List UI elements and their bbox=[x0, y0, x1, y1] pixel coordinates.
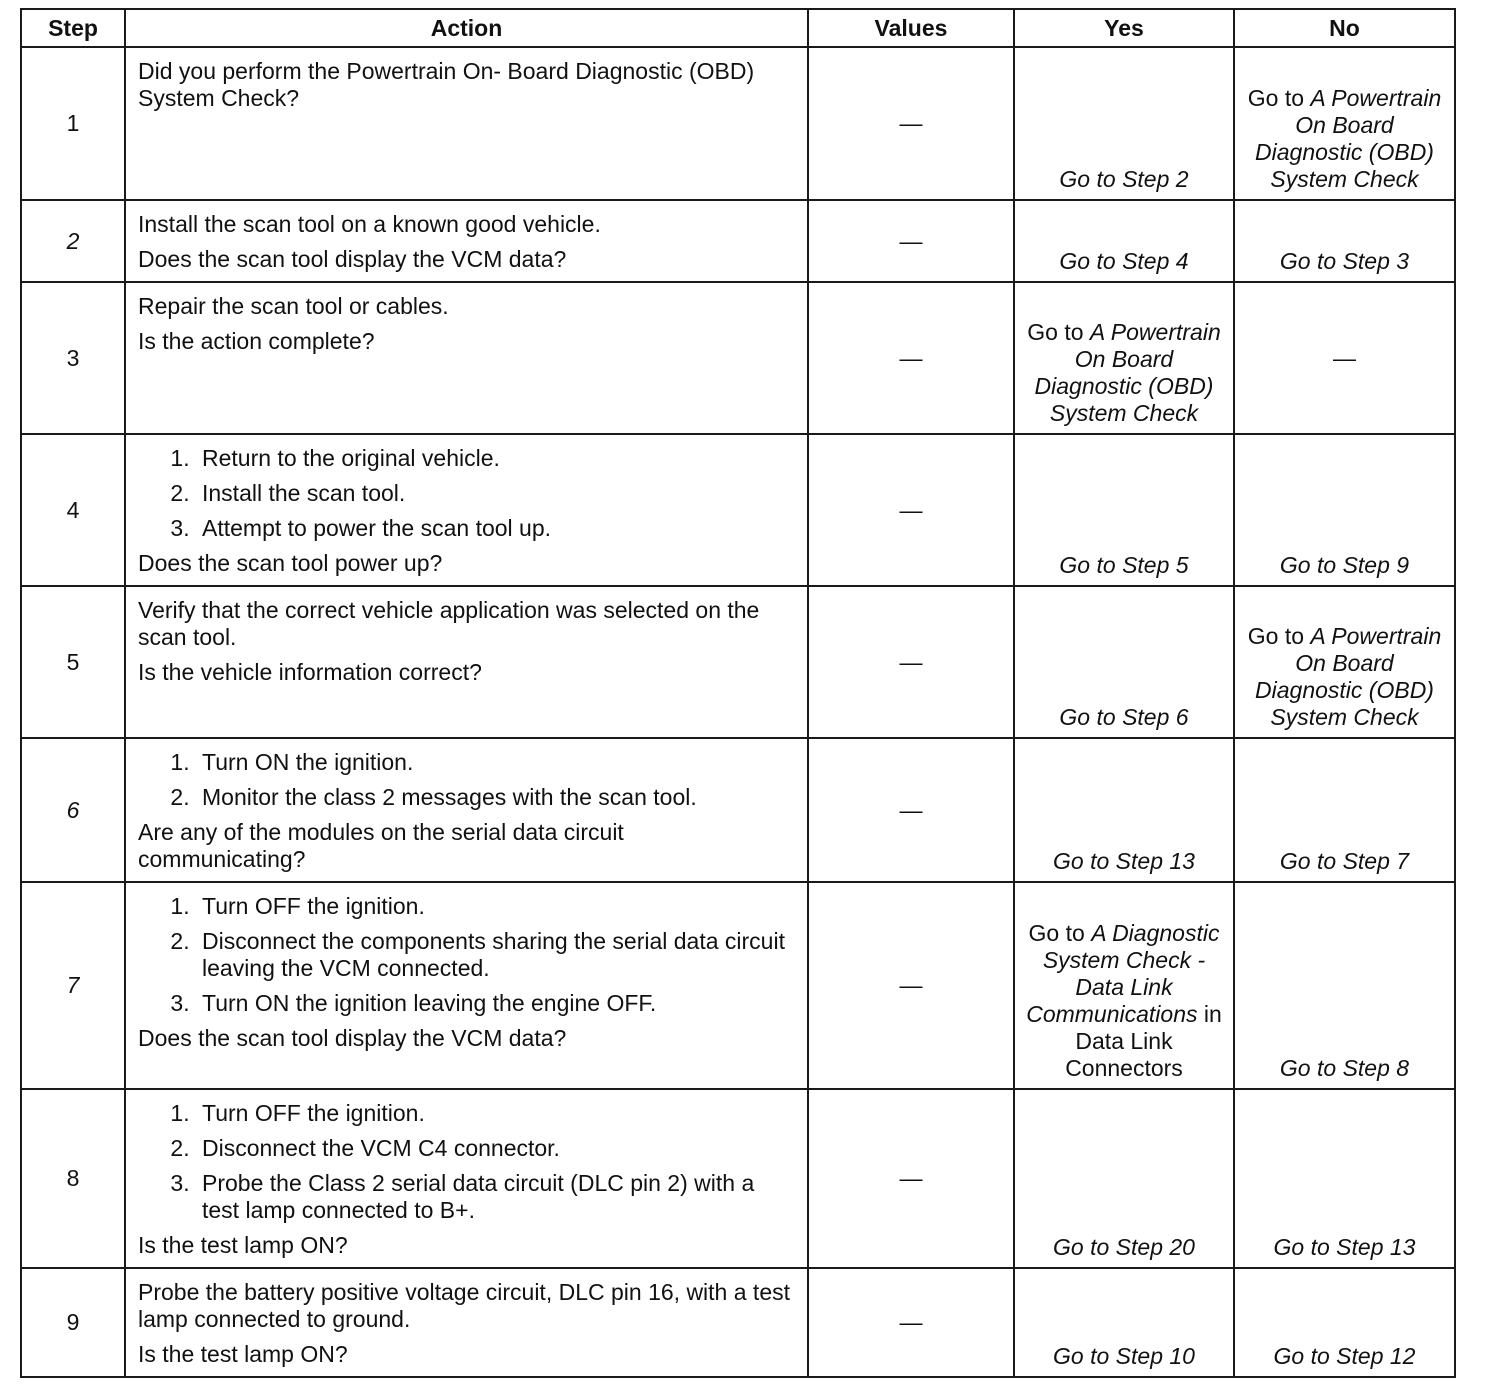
no-link[interactable]: Go to Step 7 bbox=[1279, 848, 1410, 874]
header-no: No bbox=[1234, 9, 1455, 47]
diagnostic-table bbox=[20, 8, 1456, 1378]
table-row bbox=[21, 586, 1455, 738]
values-cell bbox=[808, 738, 1014, 882]
no-cell bbox=[1234, 882, 1455, 1089]
action-step-list bbox=[138, 1100, 793, 1224]
values-cell bbox=[808, 1089, 1014, 1268]
table-row bbox=[21, 200, 1455, 282]
yes-suffix: in Data Link Connectors bbox=[1065, 1001, 1222, 1081]
no-link[interactable]: A Powertrain On Board Diagnostic (OBD) System Check bbox=[1255, 85, 1442, 192]
yes-link[interactable]: Go to Step 2 bbox=[1059, 166, 1189, 192]
step-number: 2 bbox=[21, 200, 125, 282]
step-number: 1 bbox=[21, 47, 125, 200]
action-cell bbox=[125, 47, 808, 200]
action-step-list bbox=[138, 445, 793, 542]
no-cell bbox=[1234, 200, 1455, 282]
step-number: 5 bbox=[21, 586, 125, 738]
yes-prefix: Go to bbox=[1028, 920, 1085, 946]
action-question: Is the test lamp ON? bbox=[138, 1341, 348, 1367]
no-cell bbox=[1234, 47, 1455, 200]
table-row bbox=[21, 282, 1455, 434]
step-number: 7 bbox=[21, 882, 125, 1089]
header-row bbox=[21, 9, 1455, 47]
table-row bbox=[21, 738, 1455, 882]
value-dash: — bbox=[899, 344, 923, 371]
value-dash: — bbox=[899, 1165, 923, 1191]
yes-prefix: Go to bbox=[1027, 319, 1084, 345]
no-cell bbox=[1234, 1268, 1455, 1377]
action-step: 2. Install the scan tool. bbox=[196, 480, 793, 507]
action-cell bbox=[125, 200, 808, 282]
action-text: Did you perform the Powertrain On- Board Diagnostic (OBD) System Check? bbox=[138, 58, 755, 111]
header-yes: Yes bbox=[1014, 9, 1234, 47]
no-cell bbox=[1234, 738, 1455, 882]
step-number: 8 bbox=[21, 1089, 125, 1268]
value-dash: — bbox=[899, 227, 923, 254]
action-question: Does the scan tool display the VCM data? bbox=[138, 246, 567, 272]
no-cell bbox=[1234, 282, 1455, 434]
values-cell bbox=[808, 200, 1014, 282]
yes-cell bbox=[1014, 200, 1234, 282]
action-step-list bbox=[138, 893, 793, 1017]
no-cell bbox=[1234, 434, 1455, 586]
yes-cell bbox=[1014, 738, 1234, 882]
action-cell bbox=[125, 738, 808, 882]
action-text: Verify that the correct vehicle application was selected on the scan tool. bbox=[138, 597, 760, 650]
action-question: Is the action complete? bbox=[138, 328, 375, 354]
yes-link[interactable]: Go to Step 4 bbox=[1059, 248, 1189, 274]
action-question: Does the scan tool display the VCM data? bbox=[138, 1025, 567, 1051]
yes-cell bbox=[1014, 434, 1234, 586]
no-dash: — bbox=[1333, 344, 1356, 371]
value-dash: — bbox=[899, 796, 923, 823]
yes-cell bbox=[1014, 282, 1234, 434]
action-cell bbox=[125, 1089, 808, 1268]
action-step: 2. Disconnect the components sharing the serial data circuit leaving the VCM connected. bbox=[196, 928, 793, 982]
action-step: 2. Monitor the class 2 messages with the scan tool. bbox=[196, 784, 793, 811]
action-cell bbox=[125, 586, 808, 738]
action-text: Install the scan tool on a known good vehicle. bbox=[138, 211, 601, 237]
action-text: Probe the battery positive voltage circuit, DLC pin 16, with a test lamp connected to ground. bbox=[138, 1279, 790, 1332]
no-link[interactable]: Go to Step 3 bbox=[1279, 248, 1410, 274]
no-cell bbox=[1234, 586, 1455, 738]
value-dash: — bbox=[899, 496, 923, 523]
yes-cell bbox=[1014, 882, 1234, 1089]
header-values: Values bbox=[808, 9, 1014, 47]
no-link[interactable]: A Powertrain On Board Diagnostic (OBD) System Check bbox=[1255, 623, 1442, 730]
header-action: Action bbox=[125, 9, 808, 47]
no-link[interactable]: Go to Step 12 bbox=[1273, 1343, 1416, 1369]
table-row bbox=[21, 1089, 1455, 1268]
action-question: Does the scan tool power up? bbox=[138, 550, 443, 576]
values-cell bbox=[808, 586, 1014, 738]
action-step: 3. Probe the Class 2 serial data circuit (DLC pin 2) with a test lamp connected to B+. bbox=[196, 1170, 793, 1224]
yes-link[interactable]: A Powertrain On Board Diagnostic (OBD) System Check bbox=[1034, 319, 1221, 426]
yes-link[interactable]: Go to Step 6 bbox=[1059, 704, 1189, 730]
table-row bbox=[21, 434, 1455, 586]
values-cell bbox=[808, 47, 1014, 200]
no-cell bbox=[1234, 1089, 1455, 1268]
table-row bbox=[21, 882, 1455, 1089]
step-number: 9 bbox=[21, 1268, 125, 1377]
action-step: 1. Turn OFF the ignition. bbox=[196, 1100, 793, 1127]
yes-link[interactable]: A Diagnostic System Check - Data Link Communications bbox=[1026, 920, 1220, 1027]
action-step: 3. Attempt to power the scan tool up. bbox=[196, 515, 793, 542]
value-dash: — bbox=[899, 972, 923, 998]
yes-link[interactable]: Go to Step 20 bbox=[1053, 1234, 1195, 1260]
action-question: Is the vehicle information correct? bbox=[138, 659, 482, 685]
action-step: 1. Turn ON the ignition. bbox=[196, 749, 793, 776]
table-row bbox=[21, 1268, 1455, 1377]
value-dash: — bbox=[899, 1309, 923, 1335]
action-cell bbox=[125, 1268, 808, 1377]
action-cell bbox=[125, 882, 808, 1089]
values-cell bbox=[808, 434, 1014, 586]
action-question: Are any of the modules on the serial data circuit communicating? bbox=[138, 819, 624, 872]
no-prefix: Go to bbox=[1247, 623, 1305, 649]
yes-cell bbox=[1014, 586, 1234, 738]
step-number: 6 bbox=[21, 738, 125, 882]
yes-link[interactable]: Go to Step 5 bbox=[1059, 552, 1189, 578]
step-number: 4 bbox=[21, 434, 125, 586]
yes-link[interactable]: Go to Step 13 bbox=[1053, 848, 1195, 874]
values-cell bbox=[808, 1268, 1014, 1377]
yes-cell bbox=[1014, 47, 1234, 200]
yes-cell bbox=[1014, 1089, 1234, 1268]
value-dash: — bbox=[899, 110, 923, 136]
action-step: 1. Turn OFF the ignition. bbox=[196, 893, 793, 920]
action-cell bbox=[125, 434, 808, 586]
values-cell bbox=[808, 282, 1014, 434]
action-step: 3. Turn ON the ignition leaving the engine OFF. bbox=[196, 990, 793, 1017]
value-dash: — bbox=[899, 648, 923, 675]
table-row bbox=[21, 47, 1455, 200]
action-text: Repair the scan tool or cables. bbox=[138, 293, 449, 319]
action-step-list bbox=[138, 749, 793, 811]
action-step: 1. Return to the original vehicle. bbox=[196, 445, 793, 472]
no-link[interactable]: Go to Step 13 bbox=[1273, 1234, 1416, 1260]
no-link[interactable]: Go to Step 9 bbox=[1279, 552, 1410, 578]
header-step: Step bbox=[21, 9, 125, 47]
values-cell bbox=[808, 882, 1014, 1089]
no-link[interactable]: Go to Step 8 bbox=[1279, 1055, 1410, 1081]
step-number: 3 bbox=[21, 282, 125, 434]
action-question: Is the test lamp ON? bbox=[138, 1232, 348, 1258]
no-prefix: Go to bbox=[1247, 85, 1305, 111]
action-cell bbox=[125, 282, 808, 434]
yes-cell bbox=[1014, 1268, 1234, 1377]
action-step: 2. Disconnect the VCM C4 connector. bbox=[196, 1135, 793, 1162]
yes-link[interactable]: Go to Step 10 bbox=[1053, 1343, 1195, 1369]
